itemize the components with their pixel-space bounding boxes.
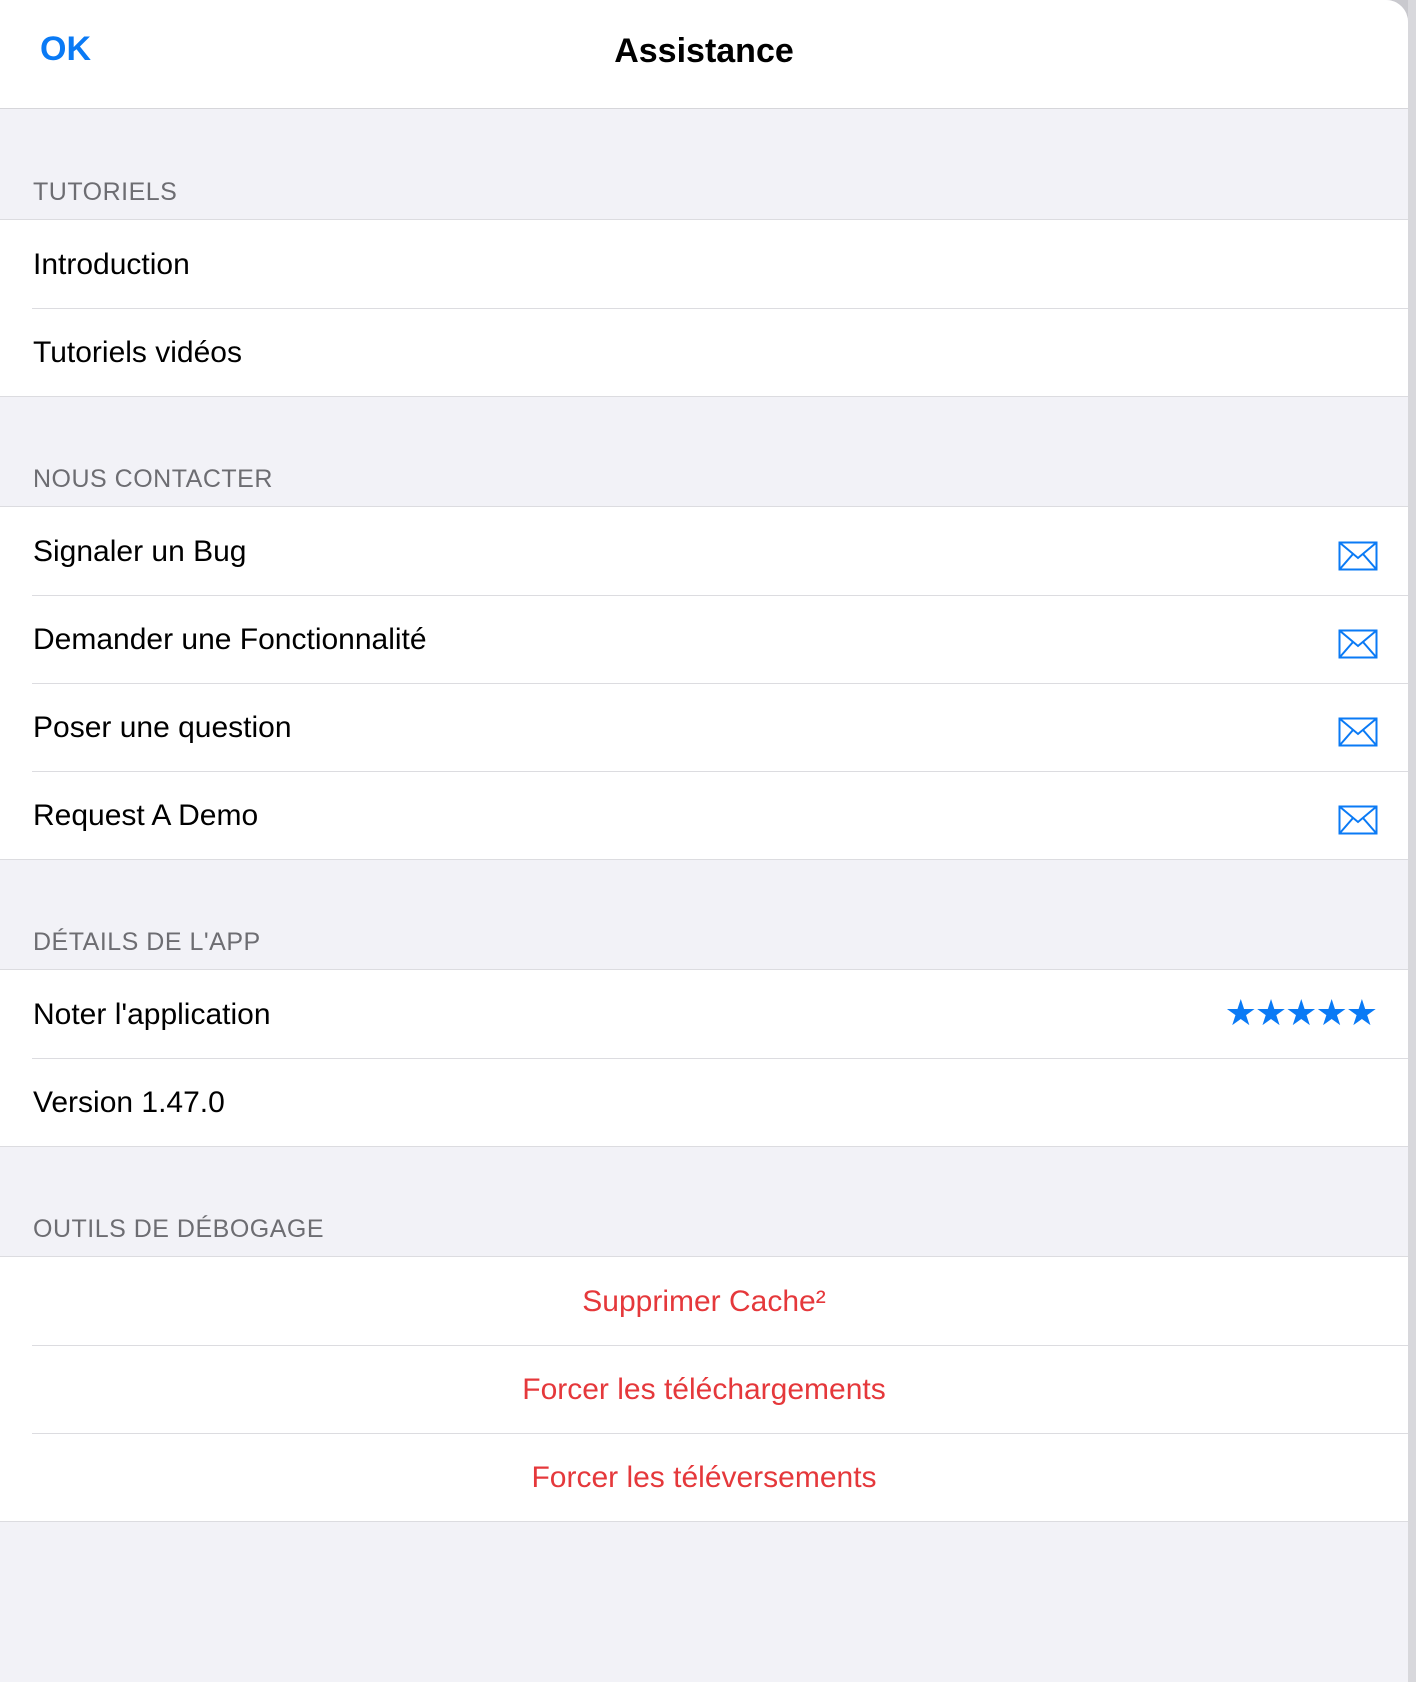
row-label: Supprimer Cache²: [582, 1285, 826, 1318]
row-label: Noter l'application: [33, 998, 271, 1031]
envelope-icon: [1338, 629, 1378, 659]
star-rating-icon: ★★★★★: [1224, 992, 1376, 1033]
row-label: Poser une question: [33, 711, 292, 744]
row-version: [0, 1058, 1408, 1146]
debug-group: [0, 1256, 1408, 1522]
row-rate-app[interactable]: [0, 970, 1408, 1058]
row-label: Request A Demo: [33, 799, 259, 832]
clear-cache-button[interactable]: [0, 1257, 1408, 1345]
row-video-tutorials[interactable]: [0, 308, 1408, 396]
background-edge: [1408, 0, 1416, 1682]
envelope-icon: [1338, 805, 1378, 835]
section-header-contact: NOUS CONTACTER: [33, 465, 273, 493]
row-label: Forcer les téléversements: [531, 1461, 877, 1494]
force-uploads-button[interactable]: [0, 1433, 1408, 1521]
row-ask-question[interactable]: [0, 683, 1408, 771]
page-title: Assistance: [614, 32, 794, 70]
row-request-demo[interactable]: [0, 771, 1408, 859]
row-label: Forcer les téléchargements: [522, 1373, 886, 1406]
row-report-bug[interactable]: [0, 507, 1408, 595]
tutorials-group: [0, 219, 1408, 397]
row-label: Demander une Fonctionnalité: [33, 623, 427, 656]
section-header-debug: OUTILS DE DÉBOGAGE: [33, 1215, 325, 1243]
row-label: Signaler un Bug: [33, 535, 247, 568]
row-label: Tutoriels vidéos: [33, 336, 242, 369]
contact-group: [0, 506, 1408, 860]
row-request-feature[interactable]: [0, 595, 1408, 683]
envelope-icon: [1338, 717, 1378, 747]
section-header-app-details: DÉTAILS DE L'APP: [33, 928, 261, 956]
app-details-group: [0, 969, 1408, 1147]
envelope-icon: [1338, 541, 1378, 571]
navigation-bar: [0, 0, 1408, 109]
section-header-tutorials: TUTORIELS: [33, 178, 178, 206]
done-button[interactable]: OK: [40, 30, 91, 68]
row-introduction[interactable]: [0, 220, 1408, 308]
version-label: Version 1.47.0: [33, 1086, 225, 1119]
force-downloads-button[interactable]: [0, 1345, 1408, 1433]
row-label: Introduction: [33, 248, 190, 281]
